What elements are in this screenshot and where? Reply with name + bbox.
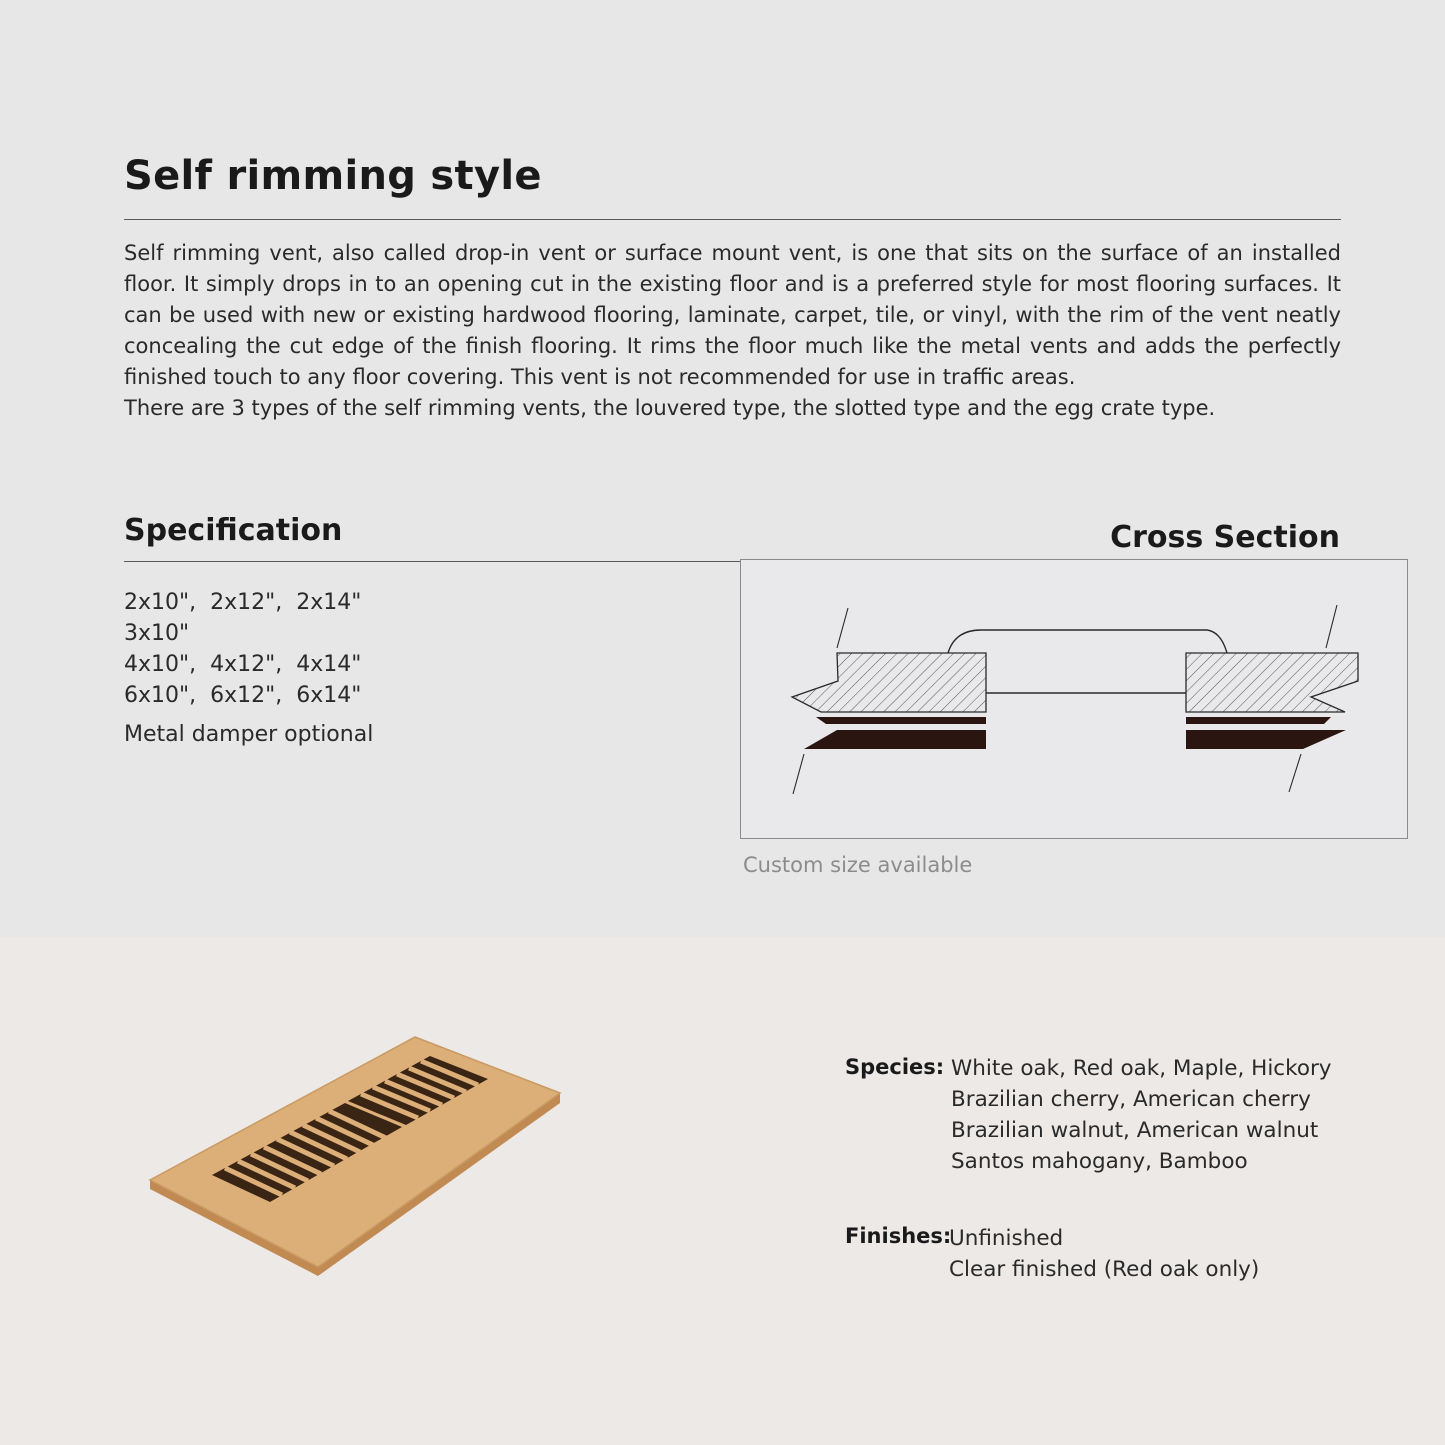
species-item: White oak, Red oak, Maple, Hickory (951, 1056, 1332, 1081)
size-row: 2x10", 2x12", 2x14" (124, 590, 362, 615)
size-row: 6x10", 6x12", 6x14" (124, 683, 362, 708)
finishes-item: Unfinished (949, 1226, 1064, 1251)
species-item: Santos mahogany, Bamboo (951, 1149, 1248, 1174)
cross-section-drawing (741, 560, 1409, 840)
cross-section-title: Cross Section (1110, 520, 1340, 555)
custom-size-note: Custom size available (743, 853, 973, 877)
left-floor-section (792, 608, 986, 794)
species-item: Brazilian walnut, American walnut (951, 1118, 1319, 1143)
finishes-item: Clear finished (Red oak only) (949, 1257, 1260, 1282)
specification-divider (124, 561, 740, 562)
wood-vent-image (140, 1025, 580, 1285)
title-divider (124, 219, 1341, 220)
species-item: Brazilian cherry, American cherry (951, 1087, 1311, 1112)
intro-paragraph: Self rimming vent, also called drop-in vent or surface mount vent, is one that sits on the surface of an installed floor. It simply drops in to an opening cut in the existing floor and is a preferred style for most flooring surfaces. It can be used with new or existing hardwood flooring, laminate, carpet, tile, or vinyl, with the rim of the vent neatly concealing the cut edge of the finish flooring. It rims the floor much like the metal vents and adds the perfectly finished touch to any floor covering. This vent is not recommended for use in traffic areas. (124, 241, 1341, 389)
finishes-label: Finishes: (845, 1224, 952, 1248)
species-list (951, 1053, 1332, 1177)
page-title: Self rimming style (124, 153, 542, 199)
vent-profile (948, 630, 1227, 693)
size-row: 4x10", 4x12", 4x14" (124, 652, 362, 677)
right-floor-section (1186, 605, 1358, 792)
intro-text (124, 238, 1341, 424)
specification-title: Specification (124, 513, 343, 548)
intro-types-line: There are 3 types of the self rimming vents, the louvered type, the slotted type and the egg crate type. (124, 396, 1216, 420)
species-label: Species: (845, 1055, 945, 1079)
cross-section-diagram (740, 559, 1408, 839)
size-list (124, 587, 361, 711)
damper-note: Metal damper optional (124, 722, 374, 747)
finishes-list (949, 1223, 1259, 1285)
size-row: 3x10" (124, 621, 190, 646)
